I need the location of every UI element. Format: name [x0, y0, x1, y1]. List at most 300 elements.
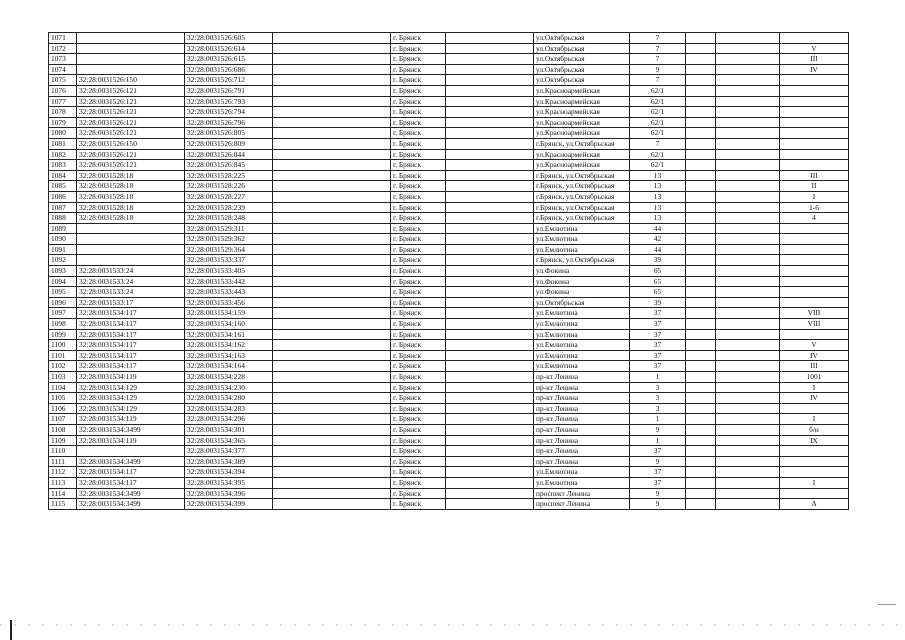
empty-cell	[716, 149, 780, 160]
empty-cell	[686, 456, 716, 467]
street: пр-кт Ленина	[534, 372, 630, 383]
street: пр-кт Ленина	[534, 382, 630, 393]
empty-cell	[273, 382, 391, 393]
city: г. Брянск	[391, 75, 446, 86]
street: проспект Ленина	[534, 488, 630, 499]
city: г. Брянск	[391, 85, 446, 96]
empty-cell	[446, 477, 534, 488]
empty-cell	[716, 255, 780, 266]
row-number: 1097	[49, 308, 77, 319]
empty-cell	[446, 160, 534, 171]
empty-cell	[273, 43, 391, 54]
table-row	[49, 181, 849, 192]
empty-cell	[273, 424, 391, 435]
street: пр-кт Ленина	[534, 435, 630, 446]
street: ул.Красноармейская	[534, 160, 630, 171]
street: г.Брянск, ул.Октябрьская	[534, 255, 630, 266]
empty-cell	[446, 149, 534, 160]
empty-cell	[273, 350, 391, 361]
row-number: 1099	[49, 329, 77, 340]
empty-cell	[716, 191, 780, 202]
street: ул.Емлютина	[534, 319, 630, 330]
object-cadastral-number: 32:28:0031526:844	[185, 149, 273, 160]
empty-cell	[446, 372, 534, 383]
premises-number	[780, 107, 849, 118]
table-row	[49, 308, 849, 319]
table-row	[49, 202, 849, 213]
house-number: 9	[630, 499, 686, 510]
parcel-cadastral-number	[77, 43, 185, 54]
object-cadastral-number: 32:28:0031529:364	[185, 244, 273, 255]
premises-number	[780, 117, 849, 128]
house-number: 3	[630, 403, 686, 414]
table-row	[49, 43, 849, 54]
empty-cell	[273, 107, 391, 118]
city: г. Брянск	[391, 499, 446, 510]
row-number: 1092	[49, 255, 77, 266]
city: г. Брянск	[391, 107, 446, 118]
premises-number: 1-6	[780, 202, 849, 213]
street: г.Брянск, ул.Октябрьская	[534, 191, 630, 202]
empty-cell	[273, 202, 391, 213]
empty-cell	[716, 414, 780, 425]
premises-number	[780, 456, 849, 467]
street: пр-кт Ленина	[534, 403, 630, 414]
scan-noise-line	[0, 624, 905, 626]
empty-cell	[446, 85, 534, 96]
object-cadastral-number: 32:28:0031526:845	[185, 160, 273, 171]
empty-cell	[446, 308, 534, 319]
table-row	[49, 382, 849, 393]
empty-cell	[686, 382, 716, 393]
parcel-cadastral-number: 32:28:0031526:121	[77, 96, 185, 107]
house-number: 65	[630, 266, 686, 277]
empty-cell	[716, 477, 780, 488]
empty-cell	[273, 446, 391, 457]
parcel-cadastral-number: 32:28:0031534:129	[77, 403, 185, 414]
premises-number	[780, 244, 849, 255]
city: г. Брянск	[391, 234, 446, 245]
empty-cell	[716, 372, 780, 383]
empty-cell	[273, 170, 391, 181]
house-number: 37	[630, 308, 686, 319]
row-number: 1098	[49, 319, 77, 330]
parcel-cadastral-number	[77, 33, 185, 44]
house-number: 9	[630, 64, 686, 75]
empty-cell	[446, 117, 534, 128]
empty-cell	[446, 361, 534, 372]
premises-number	[780, 329, 849, 340]
premises-number	[780, 297, 849, 308]
city: г. Брянск	[391, 393, 446, 404]
parcel-cadastral-number: 32:28:0031534:3499	[77, 499, 185, 510]
premises-number: II	[780, 181, 849, 192]
parcel-cadastral-number: 32:28:0031533:24	[77, 266, 185, 277]
table-row	[49, 117, 849, 128]
empty-cell	[716, 382, 780, 393]
empty-cell	[716, 297, 780, 308]
row-number: 1113	[49, 477, 77, 488]
city: г. Брянск	[391, 255, 446, 266]
empty-cell	[273, 477, 391, 488]
empty-cell	[446, 403, 534, 414]
premises-number: VIII	[780, 319, 849, 330]
premises-number	[780, 149, 849, 160]
house-number: 62/1	[630, 96, 686, 107]
object-cadastral-number: 32:28:0031529:362	[185, 234, 273, 245]
house-number: 9	[630, 456, 686, 467]
empty-cell	[273, 255, 391, 266]
object-cadastral-number: 32:28:0031534:159	[185, 308, 273, 319]
property-register-table	[48, 32, 849, 510]
empty-cell	[446, 266, 534, 277]
city: г. Брянск	[391, 467, 446, 478]
row-number: 1110	[49, 446, 77, 457]
premises-number: I	[780, 414, 849, 425]
empty-cell	[716, 456, 780, 467]
object-cadastral-number: 32:28:0031534:399	[185, 499, 273, 510]
house-number: 65	[630, 287, 686, 298]
street: ул.Емлютина	[534, 467, 630, 478]
premises-number: 4	[780, 213, 849, 224]
street: г.Брянск, ул.Октябрьская	[534, 170, 630, 181]
empty-cell	[686, 488, 716, 499]
street: ул.Октябрьская	[534, 43, 630, 54]
object-cadastral-number: 32:28:0031528:225	[185, 170, 273, 181]
empty-cell	[716, 107, 780, 118]
empty-cell	[716, 54, 780, 65]
empty-cell	[686, 393, 716, 404]
empty-cell	[686, 255, 716, 266]
empty-cell	[686, 244, 716, 255]
row-number: 1112	[49, 467, 77, 478]
row-number: 1115	[49, 499, 77, 510]
empty-cell	[686, 287, 716, 298]
empty-cell	[446, 96, 534, 107]
city: г. Брянск	[391, 96, 446, 107]
street: ул.Емлютина	[534, 350, 630, 361]
empty-cell	[446, 350, 534, 361]
house-number: 37	[630, 319, 686, 330]
parcel-cadastral-number: 32:28:0031526:121	[77, 107, 185, 118]
row-number: 1104	[49, 382, 77, 393]
empty-cell	[273, 181, 391, 192]
empty-cell	[446, 393, 534, 404]
row-number: 1100	[49, 340, 77, 351]
parcel-cadastral-number: 32:28:0031526:121	[77, 117, 185, 128]
object-cadastral-number: 32:28:0031534:160	[185, 319, 273, 330]
city: г. Брянск	[391, 308, 446, 319]
empty-cell	[273, 138, 391, 149]
object-cadastral-number: 32:28:0031534:296	[185, 414, 273, 425]
table-row	[49, 329, 849, 340]
empty-cell	[446, 488, 534, 499]
row-number: 1094	[49, 276, 77, 287]
empty-cell	[686, 117, 716, 128]
empty-cell	[273, 244, 391, 255]
table-row	[49, 128, 849, 139]
empty-cell	[446, 54, 534, 65]
empty-cell	[716, 138, 780, 149]
table-row	[49, 403, 849, 414]
house-number: 37	[630, 361, 686, 372]
city: г. Брянск	[391, 128, 446, 139]
street: ул.Емлютина	[534, 234, 630, 245]
object-cadastral-number: 32:28:0031526:605	[185, 33, 273, 44]
parcel-cadastral-number: 32:28:0031534:117	[77, 340, 185, 351]
row-number: 1108	[49, 424, 77, 435]
empty-cell	[273, 329, 391, 340]
empty-cell	[446, 33, 534, 44]
row-number: 1090	[49, 234, 77, 245]
table-row	[49, 33, 849, 44]
empty-cell	[716, 117, 780, 128]
empty-cell	[273, 64, 391, 75]
register-body	[49, 33, 849, 510]
object-cadastral-number: 32:28:0031526:614	[185, 43, 273, 54]
empty-cell	[446, 435, 534, 446]
city: г. Брянск	[391, 213, 446, 224]
empty-cell	[686, 43, 716, 54]
city: г. Брянск	[391, 287, 446, 298]
empty-cell	[273, 372, 391, 383]
empty-cell	[686, 435, 716, 446]
parcel-cadastral-number: 32:28:0031534:117	[77, 467, 185, 478]
row-number: 1088	[49, 213, 77, 224]
empty-cell	[446, 181, 534, 192]
object-cadastral-number: 32:28:0031534:162	[185, 340, 273, 351]
table-row	[49, 477, 849, 488]
house-number: 62/1	[630, 85, 686, 96]
empty-cell	[273, 33, 391, 44]
table-row	[49, 54, 849, 65]
empty-cell	[273, 266, 391, 277]
house-number: 37	[630, 350, 686, 361]
parcel-cadastral-number: 32:28:0031534:129	[77, 393, 185, 404]
parcel-cadastral-number: 32:28:0031534:119	[77, 372, 185, 383]
empty-cell	[273, 276, 391, 287]
empty-cell	[446, 255, 534, 266]
empty-cell	[446, 138, 534, 149]
parcel-cadastral-number: 32:28:0031526:121	[77, 85, 185, 96]
empty-cell	[716, 403, 780, 414]
parcel-cadastral-number: 32:28:0031534:117	[77, 361, 185, 372]
table-row	[49, 467, 849, 478]
empty-cell	[446, 202, 534, 213]
row-number: 1077	[49, 96, 77, 107]
object-cadastral-number: 32:28:0031528:226	[185, 181, 273, 192]
city: г. Брянск	[391, 149, 446, 160]
premises-number: I	[780, 191, 849, 202]
city: г. Брянск	[391, 435, 446, 446]
parcel-cadastral-number	[77, 234, 185, 245]
empty-cell	[686, 223, 716, 234]
city: г. Брянск	[391, 477, 446, 488]
city: г. Брянск	[391, 424, 446, 435]
empty-cell	[446, 297, 534, 308]
object-cadastral-number: 32:28:0031534:230	[185, 382, 273, 393]
empty-cell	[686, 350, 716, 361]
house-number: 1	[630, 414, 686, 425]
table-row	[49, 64, 849, 75]
street: ул.Октябрьская	[534, 64, 630, 75]
empty-cell	[446, 43, 534, 54]
premises-number: III	[780, 361, 849, 372]
premises-number	[780, 467, 849, 478]
city: г. Брянск	[391, 350, 446, 361]
house-number: 39	[630, 297, 686, 308]
premises-number	[780, 488, 849, 499]
city: г. Брянск	[391, 276, 446, 287]
row-number: 1071	[49, 33, 77, 44]
parcel-cadastral-number: 32:28:0031526:150	[77, 138, 185, 149]
parcel-cadastral-number: 32:28:0031534:3499	[77, 456, 185, 467]
object-cadastral-number: 32:28:0031526:796	[185, 117, 273, 128]
parcel-cadastral-number: 32:28:0031534:3499	[77, 488, 185, 499]
street: пр-кт Ленина	[534, 446, 630, 457]
parcel-cadastral-number: 32:28:0031534:117	[77, 329, 185, 340]
table-row	[49, 75, 849, 86]
empty-cell	[273, 287, 391, 298]
table-row	[49, 340, 849, 351]
empty-cell	[273, 393, 391, 404]
empty-cell	[686, 96, 716, 107]
empty-cell	[686, 160, 716, 171]
object-cadastral-number: 32:28:0031534:228	[185, 372, 273, 383]
empty-cell	[446, 319, 534, 330]
empty-cell	[686, 202, 716, 213]
city: г. Брянск	[391, 319, 446, 330]
empty-cell	[273, 488, 391, 499]
street: ул.Емлютина	[534, 244, 630, 255]
empty-cell	[273, 403, 391, 414]
empty-cell	[716, 319, 780, 330]
empty-cell	[686, 446, 716, 457]
empty-cell	[446, 191, 534, 202]
empty-cell	[273, 128, 391, 139]
house-number: 62/1	[630, 128, 686, 139]
empty-cell	[716, 350, 780, 361]
house-number: 13	[630, 191, 686, 202]
row-number: 1086	[49, 191, 77, 202]
empty-cell	[686, 181, 716, 192]
empty-cell	[716, 424, 780, 435]
row-number: 1084	[49, 170, 77, 181]
empty-cell	[686, 329, 716, 340]
table-row	[49, 191, 849, 202]
house-number: 37	[630, 477, 686, 488]
row-number: 1107	[49, 414, 77, 425]
empty-cell	[273, 149, 391, 160]
object-cadastral-number: 32:28:0031526:809	[185, 138, 273, 149]
house-number: 7	[630, 33, 686, 44]
city: г. Брянск	[391, 170, 446, 181]
table-row	[49, 319, 849, 330]
street: ул.Красноармейская	[534, 128, 630, 139]
object-cadastral-number: 32:28:0031534:164	[185, 361, 273, 372]
city: г. Брянск	[391, 244, 446, 255]
parcel-cadastral-number	[77, 64, 185, 75]
street: пр-кт Ленина	[534, 393, 630, 404]
premises-number	[780, 266, 849, 277]
row-number: 1111	[49, 456, 77, 467]
street: г.Брянск, ул.Октябрьская	[534, 181, 630, 192]
empty-cell	[686, 403, 716, 414]
empty-cell	[686, 191, 716, 202]
city: г. Брянск	[391, 340, 446, 351]
premises-number	[780, 128, 849, 139]
empty-cell	[446, 446, 534, 457]
empty-cell	[716, 170, 780, 181]
street: пр-кт Ленина	[534, 424, 630, 435]
street: ул.Октябрьская	[534, 297, 630, 308]
parcel-cadastral-number: 32:28:0031534:119	[77, 435, 185, 446]
empty-cell	[446, 340, 534, 351]
city: г. Брянск	[391, 117, 446, 128]
object-cadastral-number: 32:28:0031533:405	[185, 266, 273, 277]
empty-cell	[686, 128, 716, 139]
street: ул.Красноармейская	[534, 117, 630, 128]
premises-number	[780, 33, 849, 44]
empty-cell	[686, 75, 716, 86]
city: г. Брянск	[391, 64, 446, 75]
empty-cell	[446, 382, 534, 393]
house-number: 37	[630, 340, 686, 351]
empty-cell	[446, 456, 534, 467]
premises-number	[780, 403, 849, 414]
city: г. Брянск	[391, 181, 446, 192]
parcel-cadastral-number: 32:28:0031533:24	[77, 276, 185, 287]
house-number: 7	[630, 43, 686, 54]
premises-number	[780, 138, 849, 149]
empty-cell	[446, 424, 534, 435]
row-number: 1076	[49, 85, 77, 96]
row-number: 1081	[49, 138, 77, 149]
house-number: 37	[630, 329, 686, 340]
house-number: 9	[630, 488, 686, 499]
city: г. Брянск	[391, 446, 446, 457]
empty-cell	[716, 308, 780, 319]
empty-cell	[686, 234, 716, 245]
empty-cell	[686, 319, 716, 330]
street: ул.Емлютина	[534, 308, 630, 319]
row-number: 1082	[49, 149, 77, 160]
empty-cell	[273, 340, 391, 351]
row-number: 1072	[49, 43, 77, 54]
empty-cell	[446, 170, 534, 181]
parcel-cadastral-number: 32:28:0031528:18	[77, 170, 185, 181]
object-cadastral-number: 32:28:0031529:311	[185, 223, 273, 234]
premises-number	[780, 160, 849, 171]
empty-cell	[273, 75, 391, 86]
table-row	[49, 297, 849, 308]
premises-number	[780, 287, 849, 298]
row-number: 1106	[49, 403, 77, 414]
empty-cell	[716, 446, 780, 457]
street: ул.Октябрьская	[534, 75, 630, 86]
city: г. Брянск	[391, 54, 446, 65]
empty-cell	[446, 213, 534, 224]
table-row	[49, 234, 849, 245]
row-number: 1093	[49, 266, 77, 277]
parcel-cadastral-number	[77, 255, 185, 266]
row-number: 1109	[49, 435, 77, 446]
empty-cell	[686, 308, 716, 319]
empty-cell	[686, 213, 716, 224]
city: г. Брянск	[391, 403, 446, 414]
empty-cell	[686, 266, 716, 277]
empty-cell	[273, 435, 391, 446]
